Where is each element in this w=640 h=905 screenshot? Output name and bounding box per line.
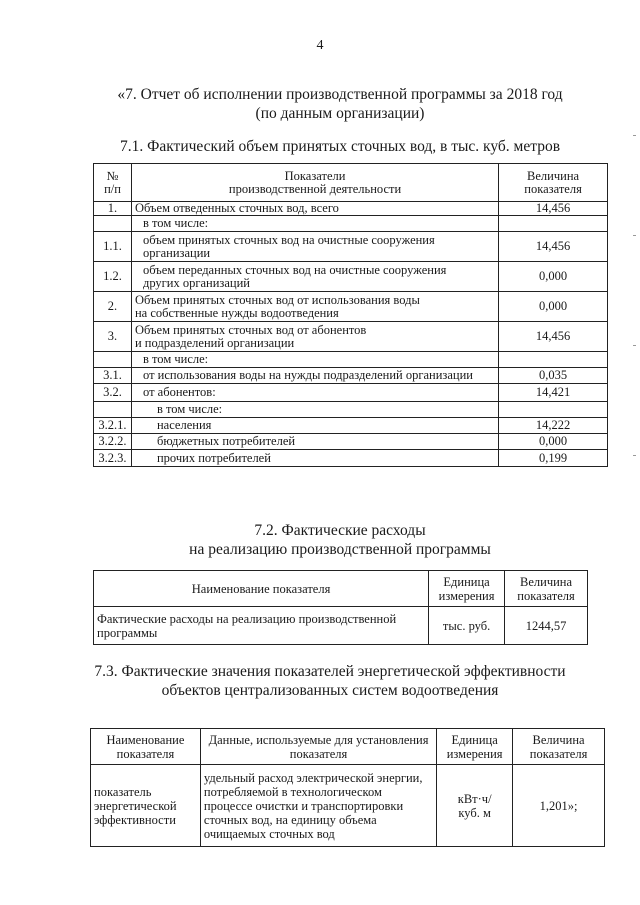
row-value: 0,000 <box>499 262 608 292</box>
row-label: населения <box>131 418 498 434</box>
column-header-number: № п/п <box>94 164 132 202</box>
row-label: Объем принятых сточных вод от абонентов и подразделений организации <box>131 322 498 352</box>
row-number: 3.1. <box>94 368 132 384</box>
section-7-3-title-line1: 7.3. Фактические значения показателей энергетической эффективности <box>94 663 566 680</box>
row-number: 1.1. <box>94 232 132 262</box>
expense-unit: тыс. руб. <box>429 607 505 645</box>
table-row <box>94 232 608 262</box>
indicator-unit: кВт·ч/ куб. м <box>437 765 513 847</box>
column-header-unit: Единица измерения <box>437 729 513 765</box>
table-row <box>94 292 608 322</box>
section-7-3-title-line2: объектов централизованных систем водоотведения <box>161 682 499 699</box>
section-7-1-title: 7.1. Фактический объем принятых сточных вод, в тыс. куб. метров <box>119 138 561 155</box>
margin-mark <box>633 455 636 456</box>
column-header-value: Величина показателя <box>513 729 605 765</box>
table-row <box>94 434 608 450</box>
column-header-name: Наименование показателя <box>91 729 201 765</box>
indicator-value: 1,201»; <box>513 765 605 847</box>
row-number: 3.2.3. <box>94 450 132 467</box>
energy-efficiency-table <box>90 728 605 847</box>
row-label: Объем отведенных сточных вод, всего <box>131 202 498 216</box>
row-number: 3.2.2. <box>94 434 132 450</box>
row-value: 0,035 <box>499 368 608 384</box>
sewage-volume-table <box>93 163 608 467</box>
table-row <box>94 322 608 352</box>
indicator-name: показатель энергетической эффективности <box>91 765 201 847</box>
table-header-row <box>91 729 605 765</box>
row-value <box>499 402 608 418</box>
table-row <box>94 352 608 368</box>
row-label: в том числе: <box>131 352 498 368</box>
row-value: 14,421 <box>499 384 608 402</box>
column-header-value: Величина показателя <box>499 164 608 202</box>
column-header-value: Величина показателя <box>505 571 588 607</box>
row-number: 1.2. <box>94 262 132 292</box>
row-value <box>499 352 608 368</box>
row-value: 0,199 <box>499 450 608 467</box>
margin-mark <box>633 135 636 136</box>
row-value: 14,456 <box>499 202 608 216</box>
row-value: 14,456 <box>499 322 608 352</box>
margin-mark <box>633 345 636 346</box>
row-value: 14,456 <box>499 232 608 262</box>
expense-value: 1244,57 <box>505 607 588 645</box>
row-number: 3. <box>94 322 132 352</box>
table-row <box>94 262 608 292</box>
row-number: 3.2.1. <box>94 418 132 434</box>
expense-name: Фактические расходы на реализацию производственной программы <box>94 607 429 645</box>
table-row <box>94 418 608 434</box>
report-heading-line2: (по данным организации) <box>255 105 425 122</box>
column-header-unit: Единица измерения <box>429 571 505 607</box>
row-label: в том числе: <box>131 402 498 418</box>
row-label: объем переданных сточных вод на очистные сооружения других организаций <box>131 262 498 292</box>
row-label: от использования воды на нужды подразделений организации <box>131 368 498 384</box>
table-row <box>94 402 608 418</box>
table-header-row <box>94 164 608 202</box>
row-number <box>94 216 132 232</box>
row-value: 0,000 <box>499 434 608 450</box>
row-number: 3.2. <box>94 384 132 402</box>
row-number: 2. <box>94 292 132 322</box>
table-row <box>94 202 608 216</box>
row-value: 0,000 <box>499 292 608 322</box>
table-row <box>94 607 588 645</box>
expenses-table <box>93 570 588 645</box>
row-number: 1. <box>94 202 132 216</box>
row-number <box>94 402 132 418</box>
table-row <box>94 216 608 232</box>
table-row <box>94 384 608 402</box>
column-header-name: Наименование показателя <box>94 571 429 607</box>
margin-mark <box>633 235 636 236</box>
report-heading-line1: «7. Отчет об исполнении производственной программы за 2018 год <box>117 86 563 103</box>
row-label: в том числе: <box>131 216 498 232</box>
row-label: объем принятых сточных вод на очистные сооружения организации <box>131 232 498 262</box>
row-label: Объем принятых сточных вод от использования воды на собственные нужды водоотведения <box>131 292 498 322</box>
column-header-indicator: Показатели производственной деятельности <box>131 164 498 202</box>
page-number: 4 <box>316 38 324 53</box>
row-value: 14,222 <box>499 418 608 434</box>
table-row <box>91 765 605 847</box>
row-label: прочих потребителей <box>131 450 498 467</box>
table-row <box>94 450 608 467</box>
column-header-data: Данные, используемые для установления показателя <box>200 729 436 765</box>
section-7-2-title-line1: 7.2. Фактические расходы <box>254 522 426 539</box>
indicator-data: удельный расход электрической энергии, потребляемой в технологическом процессе очистки и транспортировки сточных вод, на единицу объема очищаемых сточных вод <box>200 765 436 847</box>
table-row <box>94 368 608 384</box>
row-label: бюджетных потребителей <box>131 434 498 450</box>
row-label: от абонентов: <box>131 384 498 402</box>
section-7-2-title-line2: на реализацию производственной программы <box>189 541 491 558</box>
table-header-row <box>94 571 588 607</box>
row-value <box>499 216 608 232</box>
row-number <box>94 352 132 368</box>
